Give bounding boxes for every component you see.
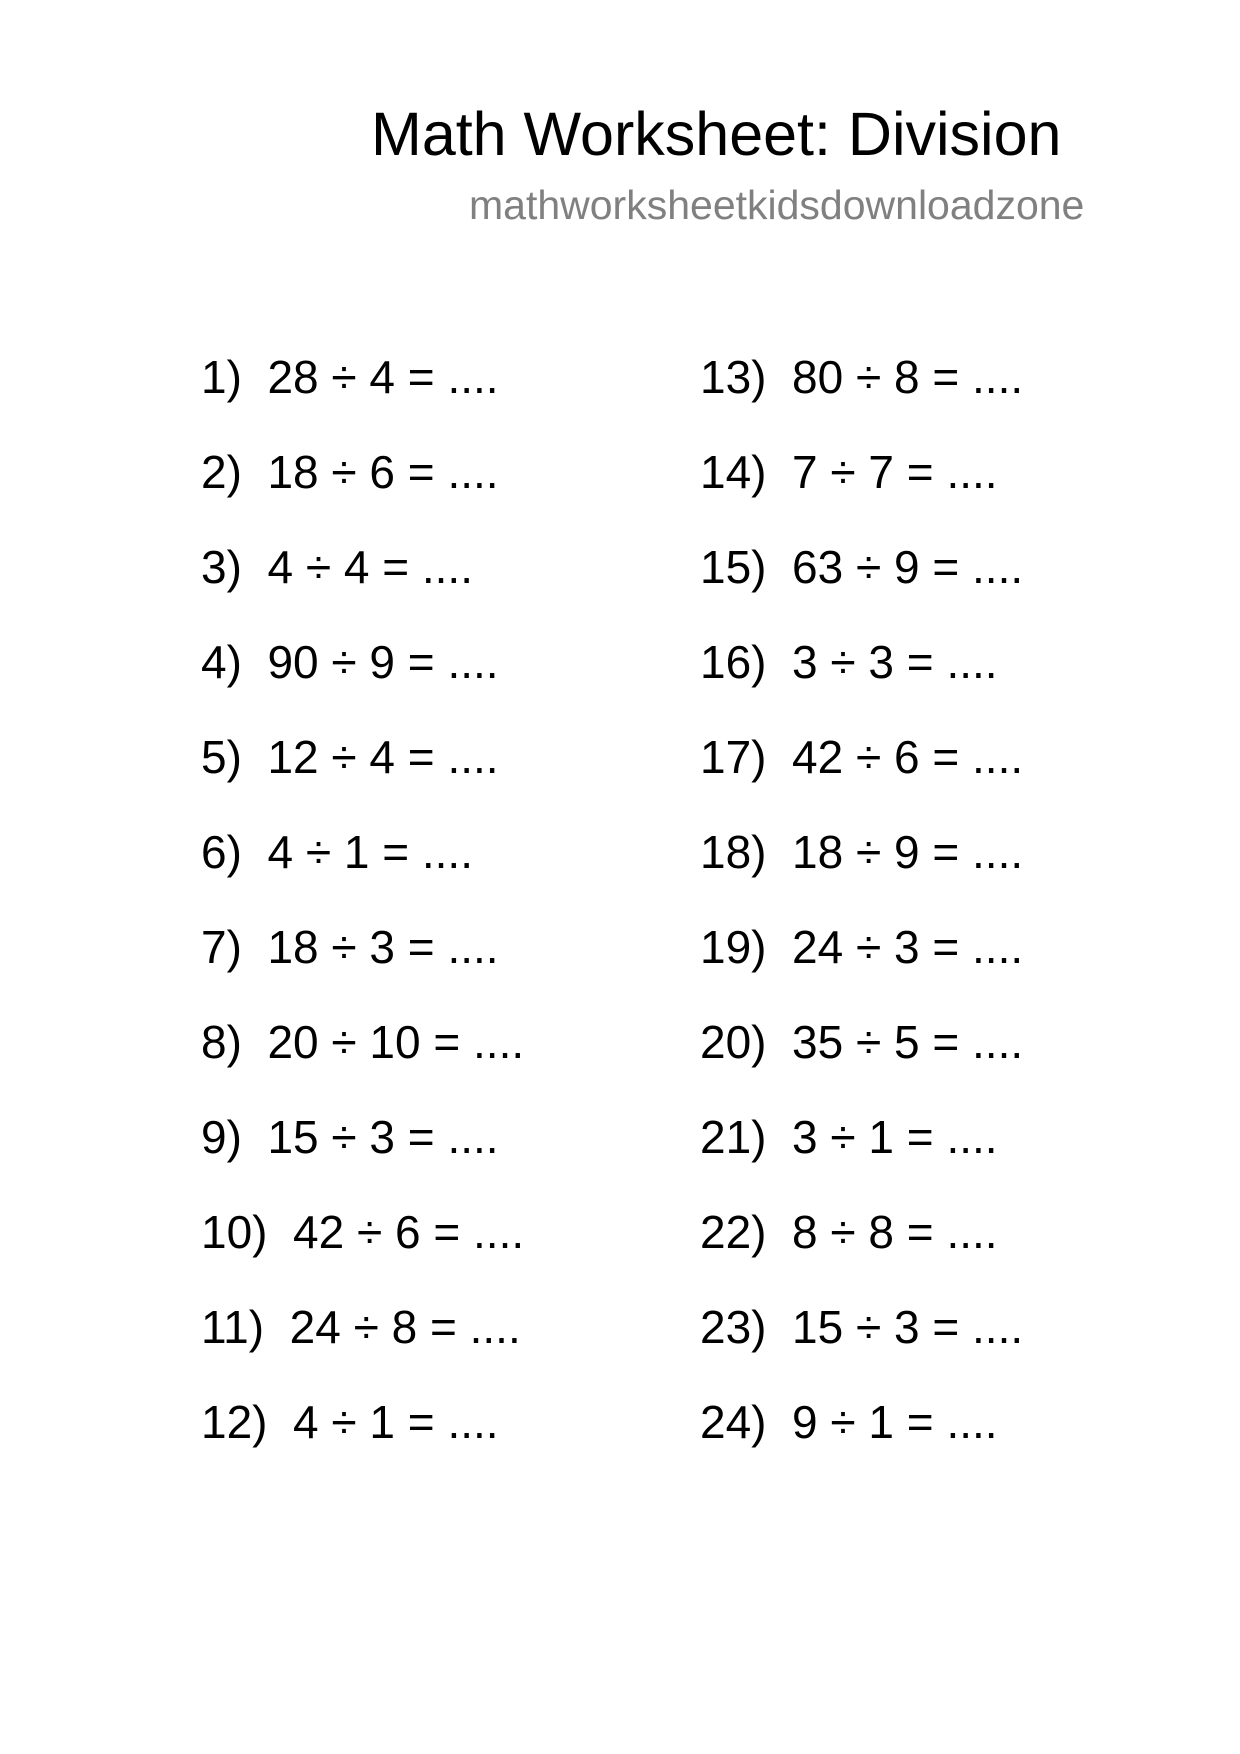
problem-19: 19) 24 ÷ 3 = .... [700, 921, 1024, 973]
problem-8: 8) 20 ÷ 10 = .... [201, 1016, 525, 1068]
problem-6: 6) 4 ÷ 1 = .... [201, 826, 473, 878]
problem-20: 20) 35 ÷ 5 = .... [700, 1016, 1024, 1068]
problem-24: 24) 9 ÷ 1 = .... [700, 1396, 998, 1448]
problem-4: 4) 90 ÷ 9 = .... [201, 636, 499, 688]
problem-21: 21) 3 ÷ 1 = .... [700, 1111, 998, 1163]
problem-5: 5) 12 ÷ 4 = .... [201, 731, 499, 783]
problem-1: 1) 28 ÷ 4 = .... [201, 351, 499, 403]
problem-14: 14) 7 ÷ 7 = .... [700, 446, 998, 498]
problem-2: 2) 18 ÷ 6 = .... [201, 446, 499, 498]
page-title: Math Worksheet: Division [371, 100, 1062, 168]
problem-3: 3) 4 ÷ 4 = .... [201, 541, 473, 593]
problem-16: 16) 3 ÷ 3 = .... [700, 636, 998, 688]
problem-23: 23) 15 ÷ 3 = .... [700, 1301, 1024, 1353]
problem-7: 7) 18 ÷ 3 = .... [201, 921, 499, 973]
problem-11: 11) 24 ÷ 8 = .... [201, 1301, 521, 1353]
problem-12: 12) 4 ÷ 1 = .... [201, 1396, 499, 1448]
site-subtitle: mathworksheetkidsdownloadzone [469, 182, 1085, 228]
problem-column-left [201, 350, 524, 1490]
problem-22: 22) 8 ÷ 8 = .... [700, 1206, 998, 1258]
problem-column-right [700, 350, 1023, 1490]
problem-9: 9) 15 ÷ 3 = .... [201, 1111, 499, 1163]
problem-17: 17) 42 ÷ 6 = .... [700, 731, 1024, 783]
problem-18: 18) 18 ÷ 9 = .... [700, 826, 1024, 878]
problem-13: 13) 80 ÷ 8 = .... [700, 351, 1024, 403]
problem-15: 15) 63 ÷ 9 = .... [700, 541, 1024, 593]
problem-10: 10) 42 ÷ 6 = .... [201, 1206, 525, 1258]
